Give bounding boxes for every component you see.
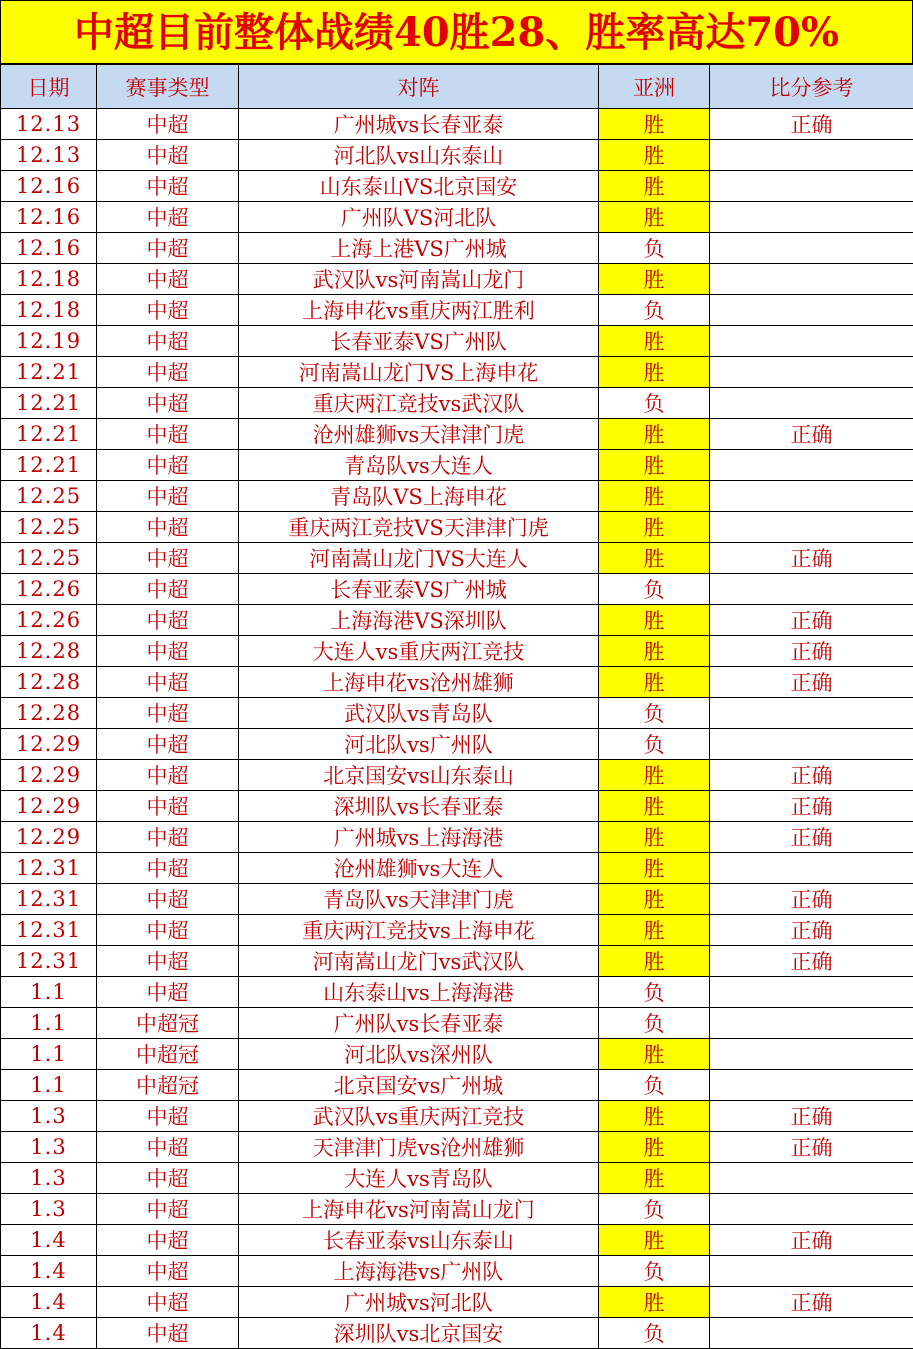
cell-type: 中超 [97,419,239,450]
cell-match: 长春亚泰vs山东泰山 [239,1225,599,1256]
cell-date: 1.4 [1,1287,97,1318]
cell-match: 河北队vs深州队 [239,1039,599,1070]
table-row [1,791,913,822]
cell-asia: 胜 [599,1163,710,1194]
cell-type: 中超 [97,760,239,791]
cell-asia: 负 [599,1008,710,1039]
cell-match: 上海申花vs沧州雄狮 [239,667,599,698]
cell-date: 1.1 [1,977,97,1008]
cell-match: 重庆两江竞技vs武汉队 [239,388,599,419]
cell-score [710,140,913,171]
cell-match: 长春亚泰VS广州队 [239,326,599,357]
cell-type: 中超 [97,233,239,264]
cell-score [710,202,913,233]
table-row [1,512,913,543]
cell-score [710,326,913,357]
cell-date: 1.1 [1,1070,97,1101]
cell-match: 河南嵩山龙门VS大连人 [239,543,599,574]
results-table [0,64,913,1349]
table-row [1,233,913,264]
table-row [1,1070,913,1101]
cell-date: 12.31 [1,853,97,884]
cell-score [710,481,913,512]
cell-date: 12.18 [1,264,97,295]
cell-match: 北京国安vs广州城 [239,1070,599,1101]
cell-date: 12.21 [1,450,97,481]
cell-asia: 胜 [599,853,710,884]
cell-match: 青岛队vs大连人 [239,450,599,481]
cell-type: 中超 [97,109,239,140]
cell-score [710,853,913,884]
cell-score: 正确 [710,667,913,698]
cell-match: 北京国安vs山东泰山 [239,760,599,791]
cell-match: 广州城vs长春亚泰 [239,109,599,140]
cell-type: 中超 [97,543,239,574]
cell-date: 1.3 [1,1163,97,1194]
cell-match: 山东泰山VS北京国安 [239,171,599,202]
cell-match: 山东泰山vs上海海港 [239,977,599,1008]
table-row [1,1194,913,1225]
header-row [1,65,913,109]
cell-type: 中超 [97,171,239,202]
table-row [1,760,913,791]
table-row [1,667,913,698]
cell-type: 中超冠 [97,1070,239,1101]
cell-asia: 胜 [599,171,710,202]
cell-date: 1.3 [1,1101,97,1132]
cell-type: 中超 [97,1101,239,1132]
cell-score: 正确 [710,1287,913,1318]
cell-match: 沧州雄狮vs大连人 [239,853,599,884]
cell-date: 1.1 [1,1008,97,1039]
cell-type: 中超 [97,791,239,822]
cell-date: 12.29 [1,729,97,760]
header-date: 日期 [1,65,97,109]
cell-asia: 胜 [599,636,710,667]
cell-date: 12.13 [1,140,97,171]
cell-score: 正确 [710,1101,913,1132]
cell-type: 中超 [97,202,239,233]
table-row [1,977,913,1008]
table-row [1,140,913,171]
header-match: 对阵 [239,65,599,109]
cell-score: 正确 [710,884,913,915]
cell-score [710,1070,913,1101]
cell-match: 上海申花vs重庆两江胜利 [239,295,599,326]
cell-match: 上海申花vs河南嵩山龙门 [239,1194,599,1225]
cell-asia: 胜 [599,481,710,512]
table-row [1,822,913,853]
cell-match: 河南嵩山龙门VS上海申花 [239,357,599,388]
cell-date: 1.1 [1,1039,97,1070]
table-row [1,1225,913,1256]
cell-type: 中超 [97,667,239,698]
cell-type: 中超 [97,1256,239,1287]
cell-score [710,233,913,264]
table-row [1,326,913,357]
cell-score: 正确 [710,636,913,667]
table-row [1,636,913,667]
table-row [1,946,913,977]
table-row [1,698,913,729]
cell-asia: 胜 [599,915,710,946]
cell-match: 广州城vs上海海港 [239,822,599,853]
cell-asia: 胜 [599,419,710,450]
cell-type: 中超 [97,512,239,543]
cell-date: 12.31 [1,946,97,977]
table-row [1,574,913,605]
cell-asia: 负 [599,698,710,729]
table-row [1,543,913,574]
cell-asia: 胜 [599,946,710,977]
cell-match: 武汉队vs青岛队 [239,698,599,729]
cell-match: 河北队vs广州队 [239,729,599,760]
cell-match: 深圳队vs北京国安 [239,1318,599,1349]
cell-score [710,1256,913,1287]
table-row [1,1287,913,1318]
table-row [1,481,913,512]
cell-match: 广州城vs河北队 [239,1287,599,1318]
cell-asia: 胜 [599,667,710,698]
cell-asia: 负 [599,295,710,326]
cell-asia: 负 [599,729,710,760]
cell-asia: 负 [599,1070,710,1101]
cell-type: 中超 [97,884,239,915]
cell-asia: 胜 [599,760,710,791]
cell-match: 河南嵩山龙门vs武汉队 [239,946,599,977]
table-row [1,1132,913,1163]
cell-asia: 胜 [599,822,710,853]
cell-type: 中超 [97,1194,239,1225]
cell-asia: 胜 [599,202,710,233]
cell-match: 长春亚泰VS广州城 [239,574,599,605]
table-row [1,388,913,419]
cell-match: 青岛队vs天津津门虎 [239,884,599,915]
table-row [1,1039,913,1070]
cell-type: 中超 [97,977,239,1008]
cell-date: 12.26 [1,574,97,605]
cell-match: 广州队VS河北队 [239,202,599,233]
cell-asia: 负 [599,1256,710,1287]
cell-date: 1.3 [1,1132,97,1163]
table-row [1,1101,913,1132]
cell-date: 12.29 [1,791,97,822]
cell-match: 重庆两江竞技VS天津津门虎 [239,512,599,543]
cell-asia: 胜 [599,543,710,574]
cell-date: 12.16 [1,171,97,202]
cell-score: 正确 [710,419,913,450]
cell-score: 正确 [710,605,913,636]
cell-date: 12.28 [1,698,97,729]
cell-date: 12.25 [1,512,97,543]
cell-date: 12.16 [1,202,97,233]
table-row [1,450,913,481]
cell-score [710,1163,913,1194]
cell-type: 中超 [97,450,239,481]
cell-date: 12.25 [1,481,97,512]
cell-score [710,1194,913,1225]
cell-date: 1.4 [1,1256,97,1287]
cell-score: 正确 [710,543,913,574]
cell-score: 正确 [710,760,913,791]
cell-type: 中超 [97,326,239,357]
table-row [1,1256,913,1287]
cell-type: 中超 [97,698,239,729]
cell-date: 12.13 [1,109,97,140]
cell-asia: 胜 [599,1039,710,1070]
cell-score: 正确 [710,1225,913,1256]
cell-score [710,512,913,543]
cell-date: 12.21 [1,357,97,388]
cell-type: 中超 [97,357,239,388]
header-type: 赛事类型 [97,65,239,109]
header-score: 比分参考 [710,65,913,109]
cell-type: 中超冠 [97,1039,239,1070]
cell-asia: 胜 [599,109,710,140]
cell-asia: 胜 [599,512,710,543]
cell-type: 中超 [97,1225,239,1256]
cell-date: 12.21 [1,388,97,419]
cell-date: 12.29 [1,822,97,853]
cell-date: 12.28 [1,636,97,667]
cell-type: 中超 [97,1318,239,1349]
cell-asia: 负 [599,977,710,1008]
cell-type: 中超 [97,1132,239,1163]
header-asia: 亚洲 [599,65,710,109]
cell-date: 12.26 [1,605,97,636]
cell-asia: 胜 [599,264,710,295]
table-row [1,1008,913,1039]
table-row [1,729,913,760]
cell-type: 中超 [97,729,239,760]
page-title: 中超目前整体战绩40胜28、胜率高达70% [0,0,913,64]
cell-score [710,264,913,295]
cell-type: 中超 [97,481,239,512]
cell-match: 大连人vs青岛队 [239,1163,599,1194]
cell-date: 12.25 [1,543,97,574]
cell-asia: 胜 [599,791,710,822]
cell-type: 中超 [97,1163,239,1194]
cell-asia: 负 [599,233,710,264]
cell-type: 中超 [97,946,239,977]
cell-date: 12.29 [1,760,97,791]
table-row [1,109,913,140]
cell-asia: 胜 [599,605,710,636]
cell-match: 重庆两江竞技vs上海申花 [239,915,599,946]
cell-asia: 胜 [599,357,710,388]
cell-asia: 胜 [599,1101,710,1132]
table-row [1,915,913,946]
cell-type: 中超 [97,264,239,295]
cell-match: 沧州雄狮vs天津津门虎 [239,419,599,450]
cell-type: 中超 [97,388,239,419]
cell-type: 中超 [97,574,239,605]
cell-score: 正确 [710,1132,913,1163]
cell-asia: 胜 [599,884,710,915]
cell-score [710,171,913,202]
cell-match: 青岛队VS上海申花 [239,481,599,512]
table-row [1,357,913,388]
cell-match: 深圳队vs长春亚泰 [239,791,599,822]
cell-asia: 负 [599,388,710,419]
cell-match: 上海海港vs广州队 [239,1256,599,1287]
cell-score [710,388,913,419]
table-row [1,605,913,636]
cell-match: 上海海港VS深圳队 [239,605,599,636]
cell-asia: 负 [599,1194,710,1225]
cell-score [710,295,913,326]
cell-score [710,450,913,481]
results-body [1,109,913,1349]
cell-date: 12.19 [1,326,97,357]
table-row [1,171,913,202]
cell-date: 1.3 [1,1194,97,1225]
cell-type: 中超冠 [97,1008,239,1039]
cell-match: 上海上港VS广州城 [239,233,599,264]
cell-asia: 胜 [599,140,710,171]
cell-date: 12.21 [1,419,97,450]
cell-asia: 胜 [599,450,710,481]
cell-score: 正确 [710,915,913,946]
cell-asia: 胜 [599,326,710,357]
cell-score [710,574,913,605]
cell-type: 中超 [97,915,239,946]
cell-score: 正确 [710,946,913,977]
cell-type: 中超 [97,853,239,884]
cell-date: 12.28 [1,667,97,698]
cell-date: 12.31 [1,915,97,946]
cell-score [710,698,913,729]
cell-match: 大连人vs重庆两江竞技 [239,636,599,667]
table-row [1,1318,913,1349]
table-row [1,202,913,233]
table-row [1,884,913,915]
table-row [1,419,913,450]
cell-date: 1.4 [1,1225,97,1256]
cell-score [710,1008,913,1039]
cell-match: 河北队vs山东泰山 [239,140,599,171]
cell-score: 正确 [710,791,913,822]
table-row [1,853,913,884]
cell-match: 天津津门虎vs沧州雄狮 [239,1132,599,1163]
cell-asia: 胜 [599,1132,710,1163]
cell-score [710,977,913,1008]
cell-type: 中超 [97,636,239,667]
cell-asia: 负 [599,1318,710,1349]
cell-date: 12.31 [1,884,97,915]
cell-date: 1.4 [1,1318,97,1349]
cell-score [710,1039,913,1070]
cell-score: 正确 [710,109,913,140]
cell-asia: 胜 [599,1225,710,1256]
cell-type: 中超 [97,605,239,636]
cell-match: 武汉队vs重庆两江竞技 [239,1101,599,1132]
cell-type: 中超 [97,1287,239,1318]
table-row [1,264,913,295]
cell-date: 12.16 [1,233,97,264]
table-row [1,1163,913,1194]
cell-score [710,1318,913,1349]
table-row [1,295,913,326]
cell-type: 中超 [97,822,239,853]
cell-score: 正确 [710,822,913,853]
cell-match: 广州队vs长春亚泰 [239,1008,599,1039]
cell-score [710,357,913,388]
cell-score [710,729,913,760]
cell-type: 中超 [97,140,239,171]
cell-type: 中超 [97,295,239,326]
cell-asia: 胜 [599,1287,710,1318]
cell-date: 12.18 [1,295,97,326]
cell-match: 武汉队vs河南嵩山龙门 [239,264,599,295]
cell-asia: 负 [599,574,710,605]
